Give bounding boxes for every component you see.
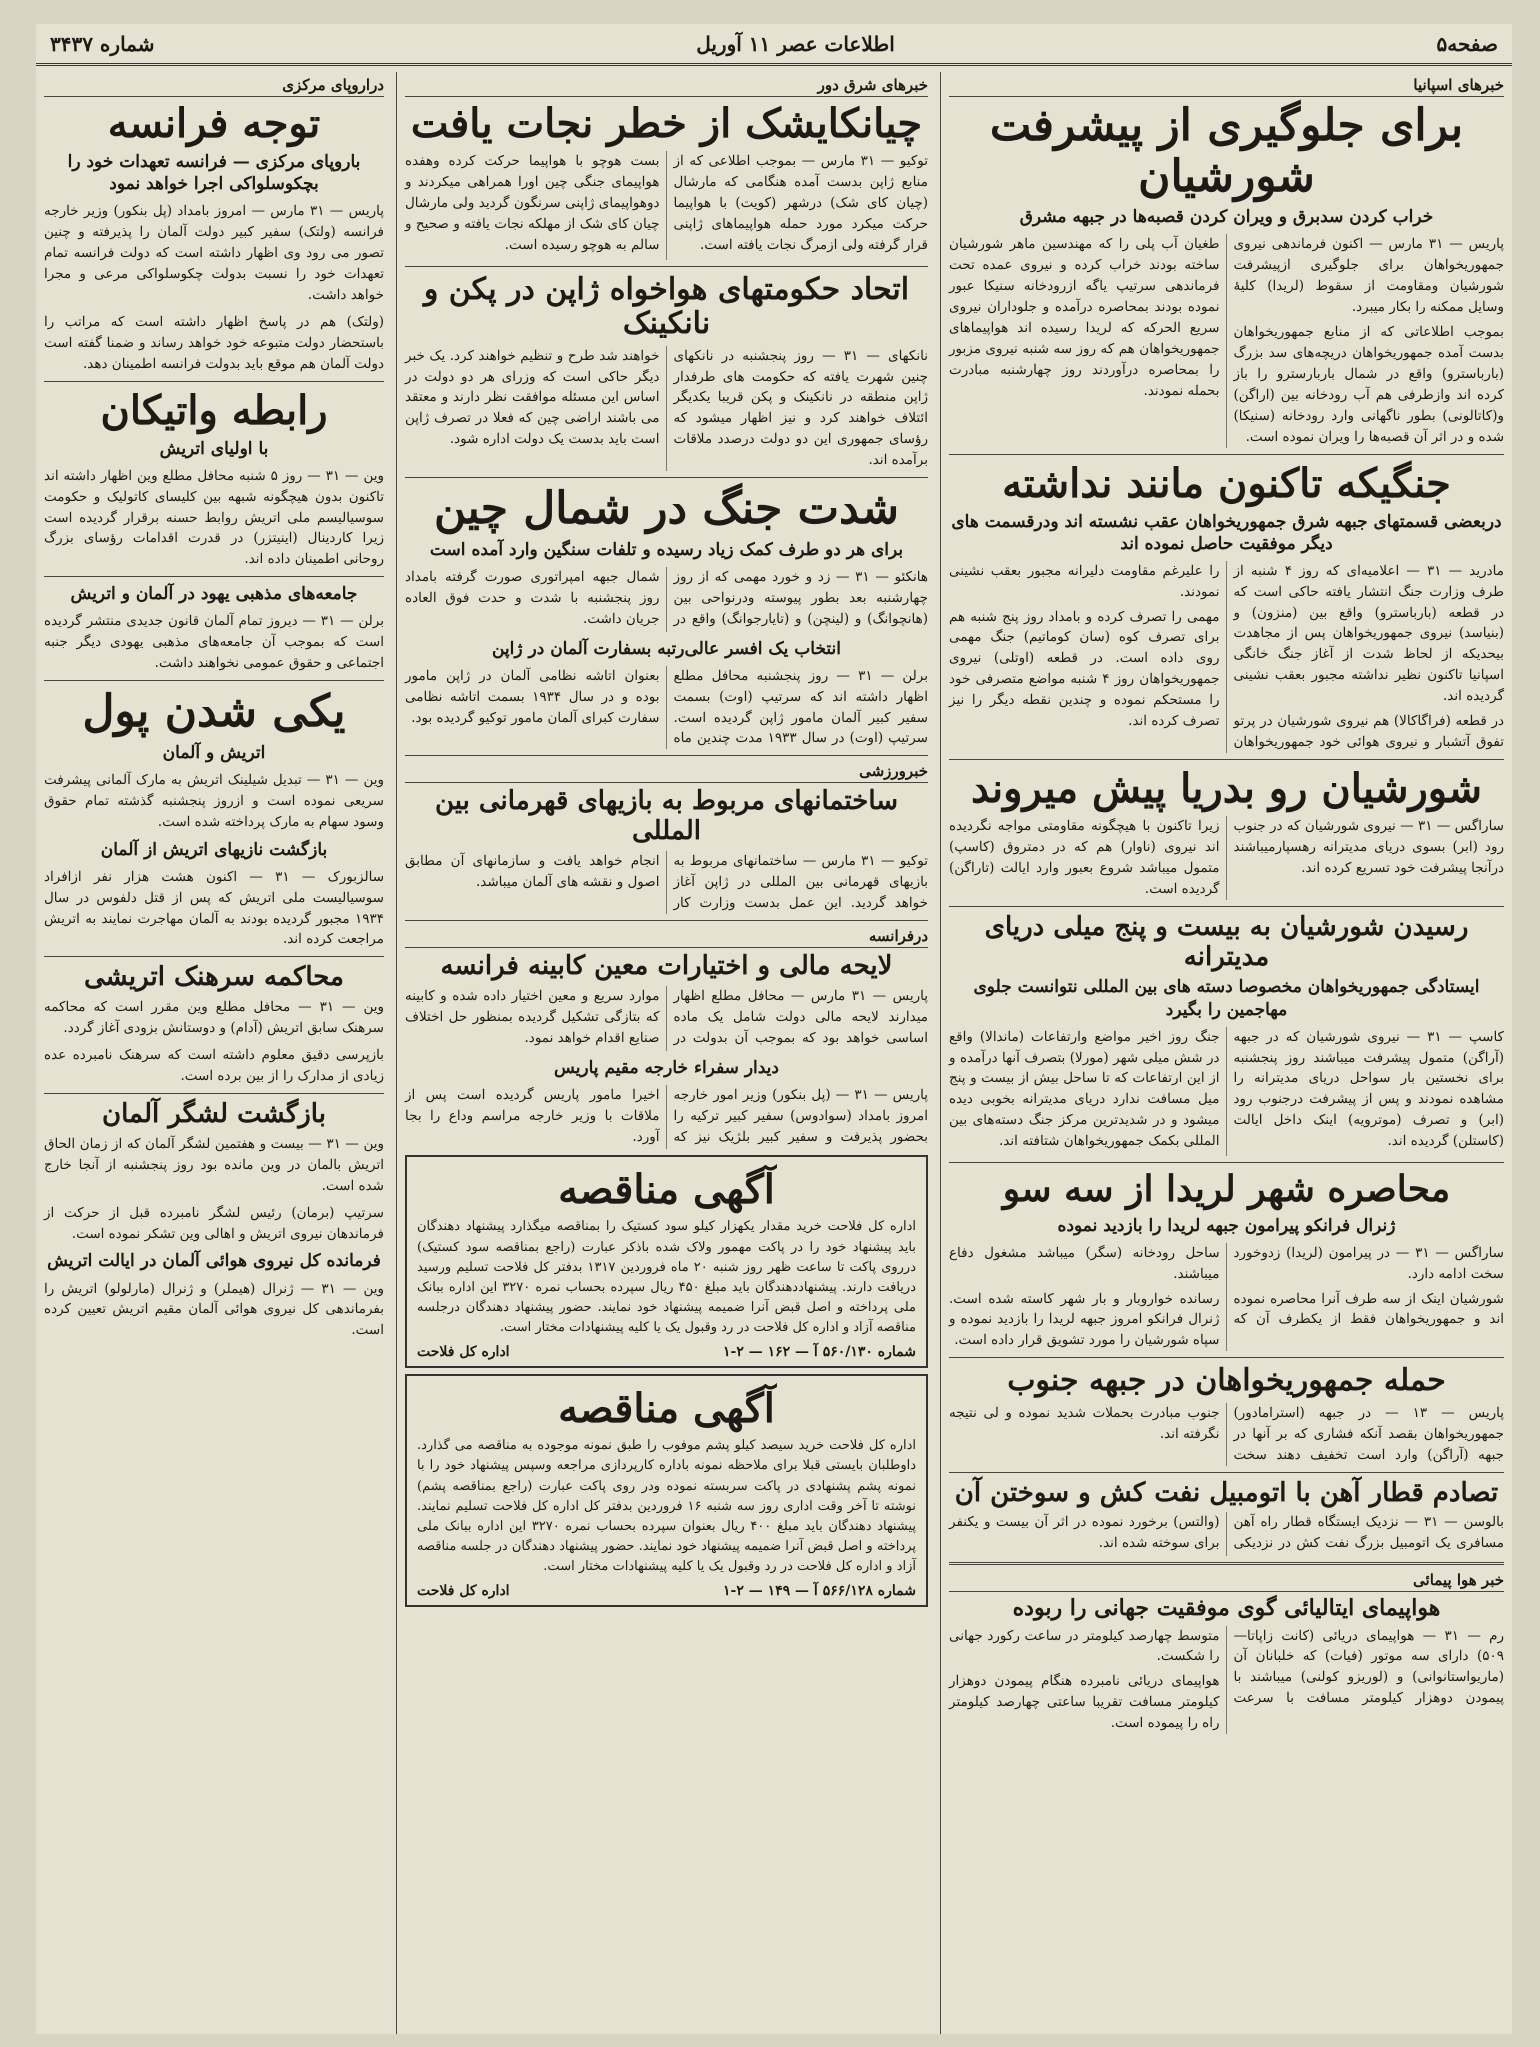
article [44,839,384,951]
left-column [36,72,392,2034]
article-headline: توجه فرانسه [107,100,321,147]
article-paragraph: برلن — ۳۱ — روز پنجشنبه محافل مطلع اظهار داشته اند که سرتیپ (اوت) بسمت سفیر کبیر آلمان مامور ژاپن گردیده است. سرتیپ (اوت) در سال ۱۹۳۳ مدت چندین ماه بعنوان اتاشه نظامی آلمان در ژاپن مامور بوده و در سال ۱۹۳۴ بسمت اتاشه نظامی سفارت کبرای آلمان مامور توکیو گردیده بود. [405,667,929,747]
tender-advertisement [405,1155,928,1368]
divider [949,1472,1504,1473]
article [949,101,1504,448]
article-body [405,151,928,260]
article [949,1479,1504,1557]
divider [44,1093,384,1094]
article-body [949,1243,1504,1352]
article-paragraph: ساراگس — ۳۱ — نیروی شورشیان که در جنوب رود (ابر) بسوی دریای مدیترانه رهسپارمیباشند درآنجا پیشرفت خود تسریع کرده اند. [1233,817,1504,876]
article-headline: لایحه مالی و اختیارات معین کابینه فرانسه [440,950,893,981]
article-paragraph: طغیان آب پلی را که مهندسین ماهر شورشیان ساخته بودند خراب کرده و نیروی عمده تحت فرماندهی سرتیپ یاگه ازرودخانه سنیکا عبور نموده بودند بمحاصره درآمده و جلوداران نیروی سریع الحرکه که لریدا رسیده اند هواپیماهای جمهوریخواهان هم که روز سه شنبه نیروی مزبور را بمحاصره درآوردند روز چهارشنبه مبادرت بحمله نمودند. [949,236,1220,399]
article-headline: محاصره شهر لریدا از سه سو [1002,1168,1451,1211]
article-paragraph: بالوسن — ۳۱ — نزدیک ایستگاه قطار راه آهن مسافری یک اتومبیل بزرگ نفت کش در نزدیکی (والتس) برخورد نموده در اثر آن بیست و یکنفر برای سوخته شده اند. [949,1514,1504,1552]
article-paragraph: پاریس — ۳۱ مارس — محافل مطلع اظهار میدارند لایحه مالی دولت شامل یک ماده اساسی خواهد بود که بموجب آن بدولت در موارد سریع و معین اختیار داده شده و کابینه که بتازگی تشکیل گردیده بمنظور حل اختلاف صنایع اقدام خواهد نمود. [405,987,928,1046]
article-body [949,1027,1504,1157]
article-body [949,1512,1504,1556]
article-paragraph: هانکئو — ۳۱ — زد و خورد مهمی که از روز چهارشنبه بعد بطور پیوسته ودرنواحی بین (هانچوانگ) و (لینچن) و (تایارجوانگ) واقع در شمال جبهه امپراتوری صورت گرفته بامداد روز پنجشنبه با شدت و حدت فوق العاده جریان داشت. [405,568,928,627]
divider [405,266,928,267]
article [405,638,928,750]
divider [44,680,384,681]
article-subheadline: برای هر دو طرف کمک زیاد رسیده و تلفات سنگین وارد آمده است [429,539,904,560]
newspaper-page [36,24,1512,2034]
article-paragraph: وین — ۳۱ — بیست و هفتمین لشگر آلمان که از زمان الحاق اتریش بالمان در وین مانده بود روز پنجشنبه از آنجا خارج شده است. [44,1135,385,1194]
article-headline: ساختمانهای مربوط به بازیهای قهرمانی بین المللی [434,786,899,847]
article-headline: بازگشت لشگر آلمان [102,1098,326,1129]
article-body [949,1403,1504,1466]
right-column [940,72,1512,2034]
divider [405,755,928,756]
article [949,1169,1504,1351]
article [949,461,1504,753]
article-paragraph: مادرید — ۳۱ — اعلامیه‌ای که روز ۴ شنبه از طرف وزارت جنگ انتشار یافته حاکی است که در قطعه (بارباسترو) واقع بین (منزون) و (بنیاسد) نیروی جمهوریخواهان پس از مجاهدت بیحدیکه از لحاظ شدت از آغاز جنگ خانگی اسپانیا تاکنون نظیر نداشته مجبور بعقب نشینی گردیده اند. [1233,562,1504,705]
article [949,1364,1504,1465]
article-body [405,346,928,472]
article [44,388,384,571]
article-paragraph: خواهند شد طرح و تنظیم خواهند کرد. یک خبر دیگر حاکی است که وزرای هر دو دولت در اساس این مسئله موافقت نظر دارند و معتقد می باشند اراضی چین که فعلا در تصرف ژاپن است باید بدست یک دولت اداره شود. [405,347,660,448]
article-subheadline: اتریش و آلمان [162,742,266,763]
article-subheadline: ایستادگی جمهوریخواهان مخصوصا دسته های بین المللی نتوانست جلوی مهاجمین را بگیرد [973,977,1480,1020]
article-headline: تصادم قطار آهن با اتومبیل نفت کش و سوختن آن [954,1477,1499,1508]
article [949,766,1504,900]
article-paragraph: بموجب اطلاعاتی که از منابع جمهوریخواهان بدست آمده جمهوریخواهان دریچه‌های سد بزرگ (بارباسترو) واقع در شمال باربارسترو را باز کرده اند وازطرفی هم آب رودخانه بین (اراگن) و(کاتالونی) بطور ناگهانی وارد رودخانه (سنیکا) شده و در اثر آن قصبه‌ها را ویران نموده است. [1233,323,1504,445]
article [949,913,1504,1157]
article-body [949,234,1504,447]
section-kicker: درفرانسه [405,927,928,948]
article-body [405,666,928,750]
article [405,762,928,914]
divider [405,920,928,921]
article-paragraph: پاریس — ۱۳ — در جبهه (استرامادور) جمهوریخواهان بقصد آنکه فشاری که بر آنها در جبهه (آراگن) وارد است تخفیف دهند سخت جنوب مبادرت بحملات شدید نموده و لی نتیجه نگرفته اند. [949,1404,1504,1463]
article-headline: برای جلوگیری از پیشرفت شورشیان [989,100,1464,202]
ad-headline: آگهی مناقصه [558,1166,775,1214]
article-paragraph: وین — ۳۱ — روز ۵ شنبه محافل مطلع وین اظهار داشته اند تاکنون بدون هیچگونه شبهه بین کلیسای کاتولیک و حکومت سوسیالیسم ملی اتریش روابط حسنه برقرار گردیده است زیرا کاردینال (اینیتزر) در قدرت اقدامات رؤسای بزرگ روحانی اطمینان داده اند. [44,467,384,568]
article-paragraph: توکیو — ۳۱ مارس — بموجب اطلاعی که از منابع ژاپن بدست آمده هنگامی که مارشال (چیان کای شک) درشهر (کویت) با هواپیما حرکت میکرد مورد حمله هواپیماهای ژاپنی قرار گرفته ولی ازمرگ نجات یافته است. [673,153,928,253]
article-paragraph: مهمی را تصرف کرده و بامداد روز پنج شنبه هم برای تصرف کوه (سان کوماتیم) جنگ مهمی روی داده است. در قطعه (اوتلی) نیروی جمهوریخواهان روز ۴ شنبه مواضع متصرفی خود را مستحکم نموده و چندین نقطه دیگر را نیز تصرف کرده اند. [949,608,1220,730]
ad-body: اداره کل فلاحت خرید سیصد کیلو پشم موفوب را طبق نمونه موجوده به مناقصه می گذارد. داوطلبان بایستی قبلا برای ملاحظه نمونه باداره کارپردازی مراجعه وسپس پیشنهاد خود را با نمونه پشم پشنهادی در پاکت سربسته نموده ودر روی پاکت عبارت (راجع بمناقصه پشم) نوشته تا آخر وقت اداری روز سه شنبه ۱۶ فروردین بدفتر کل اداره کل فلاحت تسلیم نمایند. پیشنهاد دهندگان باید مبلغ ۴۰۰ ریال بعنوان سپرده بحساب نمره ۳۲۷۰ این اداره ببانک ملی پرداخته و اصل قبض آنرا ضمیمه پیشنهاد خود نمایند. حضور پیشنهاد دهندگان در جلسه مناقصه آزاد و اداره کل فلاحت در رد وقبول یک یا کلیه پیشنهادات مختار است. [417,1438,916,1575]
article-headline: انتخاب یک افسر عالی‌رتبه بسفارت آلمان در ژاپن [491,638,842,659]
article-headline: اتحاد حکومتهای هواخواه ژاپن در پکن و نانکینک [423,271,910,342]
article-headline: جامعه‌های مذهبی یهود در آلمان و اتریش [70,584,358,605]
ad-footer [417,1583,916,1599]
article [44,1100,384,1245]
section-kicker: خبرهای اسپانیا [949,76,1504,97]
divider [949,906,1504,907]
article-paragraph: توکیو — ۳۱ مارس — ساختمانهای مربوط به بازیهای قهرمانی بین المللی در ژاپن آغاز خواهد گردید. این عمل بدست وزارت کار انجام خواهد یافت و سازمانهای آن مطابق اصول و نقشه های آلمان میباشد. [405,853,928,911]
paper-title: اطلاعات عصر ۱۱ آوریل [696,31,895,56]
article-subheadline: باروپای مرکزی — فرانسه تعهدات خود را بچکوسلواکی اجرا خواهد نمود [67,152,361,195]
article-paragraph: در قطعه (فراگاکالا) هم نیروی شورشیان در پرتو تفوق آتشبار و نیروی هوائی خود جمهوریخواهان را علیرغم مقاومت دلیرانه مجبور بعقب نشینی نمودند. [949,562,1504,751]
article-paragraph: (ولتک) هم در پاسخ اظهار داشته است که مراتب را باستحضار دولت متبوعه خود خواهد رساند و ضمنا گفته است دولت آلمان هم موقع باید بدولت فرانسه اطمینان دهد. [44,313,384,372]
article-paragraph: شورشیان اینک از سه طرف آنرا محاصره نموده اند و جمهوریخواهان فقط از یکطرف آن که ساحل رودخانه (سگر) میباشد مشغول دفاع میباشند. [949,1244,1504,1328]
article-paragraph: پاریس — ۳۱ مارس — اکنون فرماندهی نیروی جمهوریخواهان برای جلوگیری ازپیشرفت شورشیان ومقاومت از سقوط (لریدا) کلیهٔ وسایل ممکنه را بکار میبرد. [1233,236,1504,316]
section-kicker: دراروپای مرکزی [44,76,384,97]
article-paragraph: جنگ روز اخیر مواضع وارتفاعات (ماندالا) واقع در شش میلی شهر (مورلا) بتصرف آنها درآمده و از این ارتفاعات که تا ساحل بیش از بیست و پنج میل مسافت ندارد دریای مدیترانه بخوبی دیده میشود و در شدیدترین مرکز جنگ دسته‌های بین المللی بکمک جمهوریخواهان شتافته اند. [949,1028,1220,1150]
article-headline: چیانکایشک از خطر نجات یافت [410,100,923,147]
article-headline: رسیدن شورشیان به بیست و پنج میلی دریای مدیترانه [984,911,1469,972]
ad-signature: اداره کل فلاحت [417,1344,510,1361]
article-paragraph: سالزبورک — ۳۱ — اکنون هشت هزار نفر ازافراد سوسیالیست ملی اتریش که پس از قتل دلفوس در سال ۱۹۳۴ مجبور گردیده بودند به آلمان مهاجرت نمایند به اتریش مراجعت کرده اند. [44,868,385,948]
article-body [405,986,928,1051]
article-paragraph: کاسپ — ۳۱ — نیروی شورشیان که در جبهه (آراگن) متمول پیشرفت میباشند روز پنجشنبه برای نخستین بار سواحل دریای مدیترانه را مشاهده نمودند و پس از پیشرفت درجنوب رود (ابر) و تصرف (موترویه) اینک داخل ایالت (کاستلن) گردیده اند. [1233,1028,1504,1150]
article-subheadline: ژنرال فرانکو پیرامون جبهه لریدا را بازدید نموده [1057,1215,1396,1236]
section-kicker: خبرهای شرق دور [405,76,928,97]
article [405,1057,928,1150]
ad-body: اداره کل فلاحت خرید مقدار یکهزار کیلو سود کستیک را بمناقصه میگذارد پیشنهاد دهندگان باید پیشنهاد خود را در پاکت مهمور ولاک شده باذکر عبارت (راجع بمناقصه سود کستیک) درروی پاکت تا ساعت ظهر روز شنبه ۲۰ ماه فروردین ۱۳۱۷ بدفتر کل فلاحت تسلیم ورسید دریافت دارند. پیشنهاددهندگان باید مبلغ ۴۵۰ ریال سپرده بحساب نمره ۳۲۷۰ این اداره ببانک ملی پرداخته و اصل قبض آنرا ضمیمه پیشنهاد خود نمایند. حضور پیشنهاد دهندگان درجلسه مناقصه آزاد و اداره کل فلاحت در رد وقبول یک یا کلیه پیشنهادات مختار است. [417,1219,916,1336]
article-paragraph: وین — ۳۱ — تبدیل شیلینک اتریش به مارک آلمانی پیشرفت سریعی نموده است و ازروز پنجشنبه گذشته تمام حقوق وسود سهام به مارک پرداخته شده است. [44,771,384,830]
article-body [949,816,1504,900]
article-paragraph: هواپیمای دریائی نامبرده هنگام پیمودن دوهزار کیلومتر مسافت تقریبا ساعتی چهارصد کیلومتر راه را پیموده است. [949,1673,1220,1732]
article-headline: بازگشت نازیهای اتریش از آلمان [100,839,328,860]
divider [949,454,1504,455]
divider [949,1562,1504,1565]
article-headline: فرمانده کل نیروی هوائی آلمان در ایالت اتریش [47,1251,381,1272]
article-body [949,1626,1504,1735]
article [405,273,928,472]
article [405,484,928,631]
article-headline: یکی شدن پول [82,686,346,738]
article-headline: حمله جمهوریخواهان در جبهه جنوب [1007,1363,1446,1399]
divider [44,956,384,957]
article [405,927,928,1051]
ad-number: شماره ۵۶۰/۱۳۰ آ — ۱۶۲ — ۲-۱ [723,1344,916,1361]
article-paragraph: وین — ۳۱ — ژنرال (هیملر) و ژنرال (مارلولو) اتریش را بفرماندهی کل نیروی هوائی آلمان مقیم اتریش تعیین کرده است. [44,1280,385,1339]
divider [949,1162,1504,1163]
article-paragraph: ساراگس — ۳۱ — در پیرامون (لریدا) زدوخورد سخت ادامه دارد. [1233,1244,1504,1282]
article-headline: هواپیمای ایتالیائی گوی موفقیت جهانی را ربوده [1012,1595,1441,1622]
article [44,101,384,375]
divider [949,759,1504,760]
article-paragraph: پاریس — ۳۱ — (پل بنکور) وزیر امور خارجه امروز بامداد (سوادوس) سفیر کبیر ترکیه را بحضور پذیرفت و سفیر کبیر بلژیک نیز که اخیرا مامور پاریس گردیده است پس از ملاقات با وزیر خارجه مراسم وداع را بجا آورد. [405,1086,928,1145]
article-paragraph: نانکهای — ۳۱ — روز پنجشنبه در نانکهای چنین شهرت یافته که حکومت های طرفدار ژاپن منطقه در نانکینک و پکن قریبا یکدیگر ائتلاف خواهند کرد و نیز اظهار میشود که رؤسای جمهوری این دو دولت درصدد ملاقات برآمده اند. [673,347,928,469]
article-headline: جنگیکه تاکنون مانند نداشته [1002,459,1451,507]
article-subheadline: با اولیای اتریش [159,438,269,459]
tender-advertisement [405,1374,928,1607]
article-headline: محاکمه سرهنک اتریشی [84,962,344,993]
article-body [405,851,928,914]
article-headline: رابطه واتیکان [100,386,328,434]
section-kicker: خبرورزشی [405,762,928,783]
article-paragraph: بازپرسی دقیق معلوم داشته است که سرهنک نامبرده عده زیادی از مدارک را از بین برده است. [44,1047,384,1085]
page-label: صفحه۵ [1436,31,1498,56]
article [44,963,384,1087]
article-subheadline: خراب کردن سدبرق و ویران کردن قصبه‌ها در جبهه مشرق [1019,207,1434,228]
ad-footer [417,1344,916,1360]
article-body [405,1085,928,1150]
article-paragraph: رم — ۳۱ — هواپیمای دریائی (کانت زاپاتا— ۵۰۹) دارای سه موتور (فیات) که خلبانان آن (ماریواستانوانی) و (لوریزو کولنی) میباشند با پیمودن دوهزار کیلومتر مسافت با سرعت متوسط چهارصد کیلومتر در ساعت رکورد جهانی را شکست. [949,1627,1505,1707]
article-headline: شورشیان رو بدریا پیش میروند [971,764,1482,812]
article [44,583,384,674]
article [405,101,928,260]
ad-signature: اداره کل فلاحت [417,1583,510,1600]
divider [44,576,384,577]
article-body [949,561,1504,753]
issue-number: شماره ۳۴۳۷ [50,31,155,56]
article-paragraph: پاریس — ۳۱ مارس — امروز بامداد (پل بنکور) وزیر خارجه فرانسه (ولتک) سفیر کبیر دولت آلمان را پذیرفته و چنین تصور می رود وی اظهار داشته است که دولت فرانسه تمام تعهدات خود را نسبت بدولت چکوسلواکی مرعی و مجرا خواهد داشت. [44,203,384,303]
article-paragraph: وین — ۳۱ — محافل مطلع وین مقرر است که محاکمه سرهنک سابق اتریش (آدام) و دوستانش بزودی آغاز گردد. [44,999,385,1037]
article [44,687,384,832]
masthead [36,24,1512,66]
article-paragraph: سرتیپ (برمان) رئیس لشگر نامبرده قبل از حرکت از فرماندهان نیروی اتریش و اهالی وین تشکر نموده است. [44,1204,384,1242]
section-kicker: خبر هوا پیمائی [949,1571,1504,1592]
divider [405,477,928,478]
article-headline: دیدار سفراء خارجه مقیم پاریس [554,1057,779,1078]
ad-headline: آگهی مناقصه [558,1385,775,1433]
article-paragraph: برلن — ۳۱ — دیروز تمام آلمان قانون جدیدی منتشر گردیده است که بموجب آن جامعه‌های مذهبی یهودی دیگر جنبه اجتماعی و حقوق عمومی نخواهند داشت. [44,613,384,672]
article-paragraph: زیرا تاکنون با هیچگونه مقاومتی مواجه نگردیده اند نیروی (ناوار) هم که در دمتروق (کاسپ) متمول میباشد شروع بعبور وارد ایالت (تاراگن) گردیده است. [949,817,1220,897]
article-body [405,567,928,632]
article-paragraph: رسانده خواروبار و بار شهر کاسته شده است. ژنرال فرانکو امروز جبهه لریدا را بازدید نموده و سپاه شورشیان را مورد تشویق قرار داده است. [949,1290,1220,1349]
divider [44,381,384,382]
article [44,1250,384,1341]
middle-column [396,72,936,2034]
article-paragraph: بست هوچو با هواپیما حرکت کرده وهفده هواپیمای جنگی چین اورا همراهی میکردند و دوهواپیمای ژاپنی سرنگون گردید ولی مارشال چیان کای شک از مهلکه نجات یافته و صحیح و سالم به هوچو رسیده است. [405,153,660,253]
article-headline: شدت جنگ در شمال چین [433,483,899,535]
article-subheadline: دربعضی قسمتهای جبهه شرق جمهوریخواهان عقب نشسته اند ودرقسمت های دیگر موفقیت حاصل نموده اند [951,511,1502,554]
divider [949,1357,1504,1358]
ad-number: شماره ۵۶۶/۱۲۸ آ — ۱۴۹ — ۲-۱ [723,1583,916,1600]
article [949,1571,1504,1734]
